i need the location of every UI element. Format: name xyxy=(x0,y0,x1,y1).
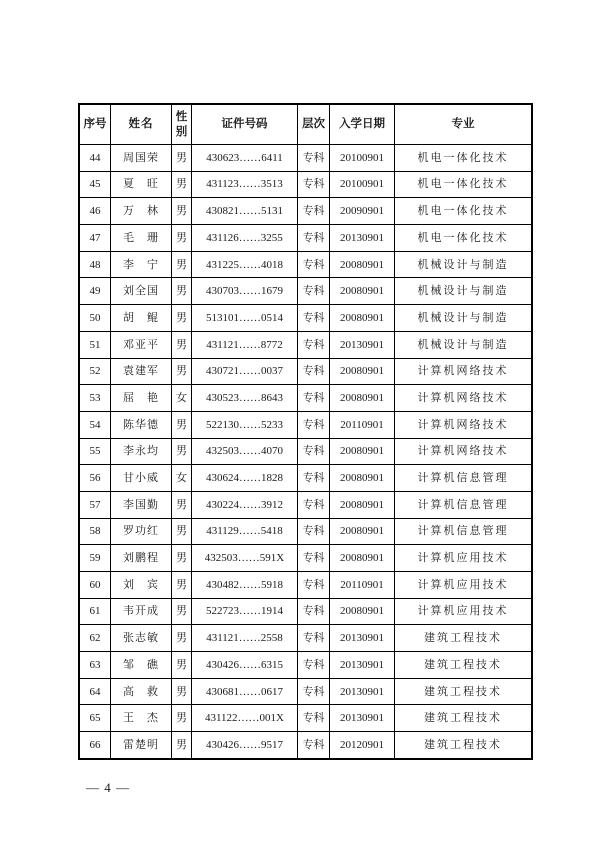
cell-seq: 60 xyxy=(79,572,111,599)
cell-seq: 45 xyxy=(79,171,111,198)
cell-gender: 男 xyxy=(172,358,192,385)
table-row xyxy=(79,705,532,732)
cell-level: 专科 xyxy=(298,598,330,625)
cell-enroll-date: 20080901 xyxy=(330,385,395,412)
cell-major: 机械设计与制造 xyxy=(395,305,533,332)
cell-level: 专科 xyxy=(298,705,330,732)
cell-gender: 男 xyxy=(172,598,192,625)
cell-seq: 48 xyxy=(79,251,111,278)
cell-seq: 61 xyxy=(79,598,111,625)
cell-gender: 男 xyxy=(172,678,192,705)
header-seq: 序号 xyxy=(79,104,111,145)
cell-enroll-date: 20120901 xyxy=(330,732,395,759)
cell-name: 刘全国 xyxy=(111,278,172,305)
cell-id-number: 430426……9517 xyxy=(192,732,298,759)
cell-gender: 男 xyxy=(172,545,192,572)
cell-level: 专科 xyxy=(298,732,330,759)
table-row xyxy=(79,491,532,518)
cell-major: 机电一体化技术 xyxy=(395,171,533,198)
cell-gender: 男 xyxy=(172,171,192,198)
cell-level: 专科 xyxy=(298,491,330,518)
cell-seq: 44 xyxy=(79,145,111,172)
header-major: 专业 xyxy=(395,104,533,145)
cell-major: 计算机信息管理 xyxy=(395,491,533,518)
cell-level: 专科 xyxy=(298,438,330,465)
cell-level: 专科 xyxy=(298,572,330,599)
cell-id-number: 431122……001X xyxy=(192,705,298,732)
cell-name: 李 宁 xyxy=(111,251,172,278)
cell-gender: 男 xyxy=(172,705,192,732)
cell-major: 机械设计与制造 xyxy=(395,331,533,358)
table-row xyxy=(79,465,532,492)
cell-level: 专科 xyxy=(298,518,330,545)
cell-seq: 64 xyxy=(79,678,111,705)
cell-name: 邓亚平 xyxy=(111,331,172,358)
header-id-number: 证件号码 xyxy=(192,104,298,145)
cell-enroll-date: 20080901 xyxy=(330,518,395,545)
cell-id-number: 430623……6411 xyxy=(192,145,298,172)
header-level: 层次 xyxy=(298,104,330,145)
cell-enroll-date: 20080901 xyxy=(330,251,395,278)
table-row xyxy=(79,411,532,438)
table-row xyxy=(79,652,532,679)
table-row xyxy=(79,145,532,172)
cell-major: 建筑工程技术 xyxy=(395,732,533,759)
cell-name: 毛 珊 xyxy=(111,225,172,252)
cell-seq: 51 xyxy=(79,331,111,358)
cell-level: 专科 xyxy=(298,278,330,305)
cell-seq: 49 xyxy=(79,278,111,305)
cell-gender: 男 xyxy=(172,305,192,332)
table-row xyxy=(79,625,532,652)
cell-enroll-date: 20130901 xyxy=(330,625,395,652)
cell-enroll-date: 20130901 xyxy=(330,331,395,358)
cell-major: 计算机网络技术 xyxy=(395,385,533,412)
cell-gender: 男 xyxy=(172,572,192,599)
table-row xyxy=(79,305,532,332)
cell-id-number: 513101……0514 xyxy=(192,305,298,332)
cell-major: 机电一体化技术 xyxy=(395,198,533,225)
cell-name: 韦开成 xyxy=(111,598,172,625)
header-enroll-date: 入学日期 xyxy=(330,104,395,145)
cell-major: 机电一体化技术 xyxy=(395,225,533,252)
cell-major: 计算机应用技术 xyxy=(395,545,533,572)
cell-level: 专科 xyxy=(298,358,330,385)
cell-id-number: 430224……3912 xyxy=(192,491,298,518)
cell-enroll-date: 20130901 xyxy=(330,678,395,705)
cell-seq: 57 xyxy=(79,491,111,518)
cell-seq: 46 xyxy=(79,198,111,225)
cell-major: 计算机网络技术 xyxy=(395,358,533,385)
table-row xyxy=(79,198,532,225)
cell-major: 计算机应用技术 xyxy=(395,598,533,625)
table-row xyxy=(79,358,532,385)
cell-level: 专科 xyxy=(298,251,330,278)
cell-major: 机械设计与制造 xyxy=(395,251,533,278)
cell-seq: 50 xyxy=(79,305,111,332)
cell-level: 专科 xyxy=(298,678,330,705)
cell-enroll-date: 20090901 xyxy=(330,198,395,225)
cell-enroll-date: 20110901 xyxy=(330,572,395,599)
cell-enroll-date: 20100901 xyxy=(330,145,395,172)
cell-level: 专科 xyxy=(298,305,330,332)
cell-name: 甘小威 xyxy=(111,465,172,492)
cell-gender: 男 xyxy=(172,411,192,438)
cell-name: 周国荣 xyxy=(111,145,172,172)
cell-enroll-date: 20080901 xyxy=(330,465,395,492)
cell-level: 专科 xyxy=(298,145,330,172)
cell-major: 建筑工程技术 xyxy=(395,625,533,652)
page-number: — 4 — xyxy=(86,780,130,795)
cell-seq: 58 xyxy=(79,518,111,545)
cell-major: 计算机网络技术 xyxy=(395,411,533,438)
cell-gender: 男 xyxy=(172,225,192,252)
cell-major: 计算机信息管理 xyxy=(395,518,533,545)
cell-major: 计算机应用技术 xyxy=(395,572,533,599)
table-row xyxy=(79,598,532,625)
table-row xyxy=(79,385,532,412)
table-row xyxy=(79,171,532,198)
cell-id-number: 430523……8643 xyxy=(192,385,298,412)
cell-major: 计算机网络技术 xyxy=(395,438,533,465)
cell-major: 机电一体化技术 xyxy=(395,145,533,172)
cell-seq: 62 xyxy=(79,625,111,652)
cell-id-number: 431121……2558 xyxy=(192,625,298,652)
cell-name: 刘 宾 xyxy=(111,572,172,599)
cell-enroll-date: 20080901 xyxy=(330,278,395,305)
table-row xyxy=(79,545,532,572)
cell-id-number: 522723……1914 xyxy=(192,598,298,625)
cell-name: 高 救 xyxy=(111,678,172,705)
cell-id-number: 430624……1828 xyxy=(192,465,298,492)
cell-enroll-date: 20130901 xyxy=(330,705,395,732)
cell-name: 刘鹏程 xyxy=(111,545,172,572)
cell-gender: 男 xyxy=(172,331,192,358)
cell-gender: 男 xyxy=(172,251,192,278)
cell-id-number: 431123……3513 xyxy=(192,171,298,198)
cell-name: 邹 礁 xyxy=(111,652,172,679)
cell-level: 专科 xyxy=(298,465,330,492)
cell-gender: 男 xyxy=(172,625,192,652)
table-row xyxy=(79,331,532,358)
student-roster-table xyxy=(78,103,533,760)
cell-name: 罗功红 xyxy=(111,518,172,545)
cell-id-number: 430681……0617 xyxy=(192,678,298,705)
cell-level: 专科 xyxy=(298,652,330,679)
cell-seq: 47 xyxy=(79,225,111,252)
cell-level: 专科 xyxy=(298,545,330,572)
cell-gender: 男 xyxy=(172,732,192,759)
cell-id-number: 431126……3255 xyxy=(192,225,298,252)
cell-name: 王 杰 xyxy=(111,705,172,732)
cell-id-number: 430703……1679 xyxy=(192,278,298,305)
cell-id-number: 432503……591X xyxy=(192,545,298,572)
cell-id-number: 431225……4018 xyxy=(192,251,298,278)
cell-name: 屈 艳 xyxy=(111,385,172,412)
cell-seq: 65 xyxy=(79,705,111,732)
table-row xyxy=(79,678,532,705)
cell-gender: 男 xyxy=(172,438,192,465)
cell-id-number: 430821……5131 xyxy=(192,198,298,225)
cell-gender: 男 xyxy=(172,145,192,172)
cell-enroll-date: 20080901 xyxy=(330,305,395,332)
cell-level: 专科 xyxy=(298,331,330,358)
cell-name: 夏 旺 xyxy=(111,171,172,198)
cell-seq: 52 xyxy=(79,358,111,385)
cell-enroll-date: 20100901 xyxy=(330,171,395,198)
cell-gender: 男 xyxy=(172,518,192,545)
cell-level: 专科 xyxy=(298,225,330,252)
cell-name: 陈华德 xyxy=(111,411,172,438)
table-row xyxy=(79,438,532,465)
table-row xyxy=(79,572,532,599)
cell-gender: 男 xyxy=(172,652,192,679)
header-gender: 性别 xyxy=(172,104,192,145)
cell-name: 李永均 xyxy=(111,438,172,465)
cell-enroll-date: 20130901 xyxy=(330,652,395,679)
cell-name: 张志敏 xyxy=(111,625,172,652)
cell-level: 专科 xyxy=(298,385,330,412)
cell-enroll-date: 20080901 xyxy=(330,438,395,465)
cell-seq: 53 xyxy=(79,385,111,412)
cell-enroll-date: 20080901 xyxy=(330,491,395,518)
table-header-row xyxy=(79,104,532,145)
cell-id-number: 431129……5418 xyxy=(192,518,298,545)
cell-id-number: 430721……0037 xyxy=(192,358,298,385)
cell-name: 万 林 xyxy=(111,198,172,225)
cell-gender: 男 xyxy=(172,278,192,305)
cell-seq: 54 xyxy=(79,411,111,438)
cell-gender: 女 xyxy=(172,465,192,492)
cell-seq: 55 xyxy=(79,438,111,465)
cell-gender: 男 xyxy=(172,491,192,518)
cell-enroll-date: 20080901 xyxy=(330,598,395,625)
cell-id-number: 432503……4070 xyxy=(192,438,298,465)
cell-gender: 女 xyxy=(172,385,192,412)
cell-major: 建筑工程技术 xyxy=(395,705,533,732)
cell-level: 专科 xyxy=(298,625,330,652)
cell-name: 胡 鲲 xyxy=(111,305,172,332)
cell-level: 专科 xyxy=(298,411,330,438)
cell-enroll-date: 20110901 xyxy=(330,411,395,438)
cell-major: 建筑工程技术 xyxy=(395,678,533,705)
cell-gender: 男 xyxy=(172,198,192,225)
cell-major: 建筑工程技术 xyxy=(395,652,533,679)
cell-id-number: 430482……5918 xyxy=(192,572,298,599)
cell-seq: 63 xyxy=(79,652,111,679)
cell-enroll-date: 20080901 xyxy=(330,358,395,385)
table-row xyxy=(79,251,532,278)
table-row xyxy=(79,518,532,545)
cell-name: 袁建军 xyxy=(111,358,172,385)
cell-level: 专科 xyxy=(298,198,330,225)
cell-level: 专科 xyxy=(298,171,330,198)
table-row xyxy=(79,278,532,305)
cell-major: 机械设计与制造 xyxy=(395,278,533,305)
cell-name: 李国勤 xyxy=(111,491,172,518)
cell-major: 计算机信息管理 xyxy=(395,465,533,492)
cell-name: 雷楚明 xyxy=(111,732,172,759)
table-row xyxy=(79,732,532,759)
cell-id-number: 431121……8772 xyxy=(192,331,298,358)
cell-enroll-date: 20130901 xyxy=(330,225,395,252)
header-name: 姓名 xyxy=(111,104,172,145)
cell-enroll-date: 20080901 xyxy=(330,545,395,572)
cell-id-number: 430426……6315 xyxy=(192,652,298,679)
cell-seq: 56 xyxy=(79,465,111,492)
cell-seq: 66 xyxy=(79,732,111,759)
table-row xyxy=(79,225,532,252)
cell-id-number: 522130……5233 xyxy=(192,411,298,438)
cell-seq: 59 xyxy=(79,545,111,572)
